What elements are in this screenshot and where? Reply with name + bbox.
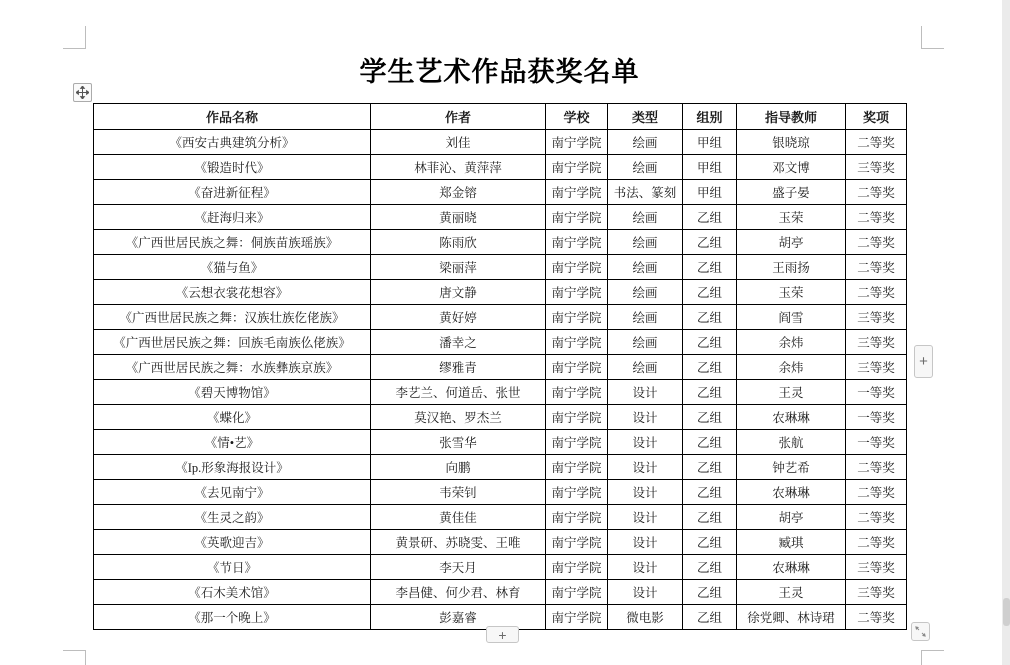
table-cell[interactable]: 设计 xyxy=(608,580,683,605)
table-cell[interactable]: 三等奖 xyxy=(846,305,907,330)
table-cell[interactable]: 一等奖 xyxy=(846,430,907,455)
table-row xyxy=(94,155,907,180)
table-cell[interactable]: 南宁学院 xyxy=(546,330,608,355)
table-row xyxy=(94,455,907,480)
table-cell[interactable]: 陈雨欣 xyxy=(371,230,546,255)
table-cell[interactable]: 乙组 xyxy=(683,280,737,305)
table-cell[interactable]: 钟艺希 xyxy=(737,455,846,480)
table-cell[interactable]: 唐文静 xyxy=(371,280,546,305)
table-cell[interactable]: 南宁学院 xyxy=(546,580,608,605)
table-cell[interactable]: 甲组 xyxy=(683,130,737,155)
table-resize-handle[interactable] xyxy=(911,622,930,641)
table-cell[interactable]: 绘画 xyxy=(608,305,683,330)
table-cell[interactable]: 乙组 xyxy=(683,380,737,405)
table-cell[interactable]: 《那一个晚上》 xyxy=(94,605,371,630)
table-cell[interactable]: 刘佳 xyxy=(371,130,546,155)
table-cell[interactable]: 二等奖 xyxy=(846,605,907,630)
table-cell[interactable]: 南宁学院 xyxy=(546,380,608,405)
table-cell[interactable]: 三等奖 xyxy=(846,155,907,180)
table-row xyxy=(94,555,907,580)
table-row xyxy=(94,580,907,605)
table-cell[interactable]: 邓文博 xyxy=(737,155,846,180)
table-cell[interactable]: 李昌健、何少君、林育 xyxy=(371,580,546,605)
table-cell[interactable]: 张雪华 xyxy=(371,430,546,455)
table-row xyxy=(94,205,907,230)
table-cell[interactable]: 绘画 xyxy=(608,330,683,355)
column-header[interactable]: 指导教师 xyxy=(737,104,846,130)
table-row xyxy=(94,330,907,355)
table-cell[interactable]: 乙组 xyxy=(683,330,737,355)
table-cell[interactable]: 乙组 xyxy=(683,555,737,580)
table-cell[interactable]: 二等奖 xyxy=(846,530,907,555)
table-cell[interactable]: 韦荣钊 xyxy=(371,480,546,505)
awards-table xyxy=(93,103,907,630)
table-cell[interactable]: 《节日》 xyxy=(94,555,371,580)
table-cell[interactable]: 乙组 xyxy=(683,505,737,530)
vertical-scrollbar-thumb[interactable] xyxy=(1003,598,1010,626)
column-header[interactable]: 学校 xyxy=(546,104,608,130)
table-cell[interactable]: 臧琪 xyxy=(737,530,846,555)
table-move-handle[interactable] xyxy=(73,83,92,102)
table-cell[interactable]: 《情•艺》 xyxy=(94,430,371,455)
table-cell[interactable]: 绘画 xyxy=(608,280,683,305)
table-cell[interactable]: 乙组 xyxy=(683,355,737,380)
table-cell[interactable]: 微电影 xyxy=(608,605,683,630)
table-cell[interactable]: 《蝶化》 xyxy=(94,405,371,430)
table-cell[interactable]: 三等奖 xyxy=(846,580,907,605)
table-cell[interactable]: 黄好婷 xyxy=(371,305,546,330)
column-header[interactable]: 组别 xyxy=(683,104,737,130)
table-row xyxy=(94,355,907,380)
table-cell[interactable]: 《赶海归来》 xyxy=(94,205,371,230)
table-cell[interactable]: 绘画 xyxy=(608,205,683,230)
table-cell[interactable]: 三等奖 xyxy=(846,555,907,580)
crop-mark-top-left-icon xyxy=(63,26,86,49)
table-cell[interactable]: 乙组 xyxy=(683,455,737,480)
table-cell[interactable]: 南宁学院 xyxy=(546,180,608,205)
table-cell[interactable]: 二等奖 xyxy=(846,455,907,480)
table-cell[interactable]: 农琳琳 xyxy=(737,480,846,505)
table-row xyxy=(94,280,907,305)
table-cell[interactable]: 南宁学院 xyxy=(546,455,608,480)
table-cell[interactable]: 张航 xyxy=(737,430,846,455)
table-row xyxy=(94,230,907,255)
table-cell[interactable]: 设计 xyxy=(608,380,683,405)
table-cell[interactable]: 南宁学院 xyxy=(546,505,608,530)
table-cell[interactable]: 乙组 xyxy=(683,480,737,505)
table-cell[interactable]: 李天月 xyxy=(371,555,546,580)
table-cell[interactable]: 设计 xyxy=(608,405,683,430)
table-row xyxy=(94,480,907,505)
table-row xyxy=(94,255,907,280)
table-cell[interactable]: 二等奖 xyxy=(846,280,907,305)
table-cell[interactable]: 郑金镕 xyxy=(371,180,546,205)
table-cell[interactable]: 南宁学院 xyxy=(546,130,608,155)
table-cell[interactable]: 南宁学院 xyxy=(546,605,608,630)
column-header[interactable]: 类型 xyxy=(608,104,683,130)
table-cell[interactable]: 南宁学院 xyxy=(546,405,608,430)
table-cell[interactable]: 二等奖 xyxy=(846,230,907,255)
table-cell[interactable]: 《猫与鱼》 xyxy=(94,255,371,280)
table-cell[interactable]: 二等奖 xyxy=(846,505,907,530)
table-cell[interactable]: 乙组 xyxy=(683,205,737,230)
table-cell[interactable]: 绘画 xyxy=(608,155,683,180)
table-row xyxy=(94,180,907,205)
table-cell[interactable]: 向鹏 xyxy=(371,455,546,480)
column-header[interactable]: 作品名称 xyxy=(94,104,371,130)
table-cell[interactable]: 乙组 xyxy=(683,580,737,605)
table-row xyxy=(94,430,907,455)
table-cell[interactable]: 彭嘉睿 xyxy=(371,605,546,630)
vertical-scrollbar[interactable] xyxy=(1002,0,1010,665)
table-cell[interactable]: 李艺兰、何道岳、张世 xyxy=(371,380,546,405)
table-cell[interactable]: 二等奖 xyxy=(846,130,907,155)
table-cell[interactable]: 甲组 xyxy=(683,180,737,205)
table-cell[interactable]: 南宁学院 xyxy=(546,430,608,455)
table-row xyxy=(94,130,907,155)
table-cell[interactable]: 绘画 xyxy=(608,255,683,280)
awards-table-container xyxy=(93,103,906,630)
table-cell[interactable]: 二等奖 xyxy=(846,205,907,230)
move-cross-icon xyxy=(76,86,89,99)
table-cell[interactable]: 王灵 xyxy=(737,380,846,405)
table-cell[interactable]: 绘画 xyxy=(608,130,683,155)
table-cell[interactable]: 南宁学院 xyxy=(546,280,608,305)
table-cell[interactable]: 莫汉艳、罗杰兰 xyxy=(371,405,546,430)
table-cell[interactable]: 南宁学院 xyxy=(546,155,608,180)
table-cell[interactable]: 《英歌迎吉》 xyxy=(94,530,371,555)
add-column-button[interactable]: + xyxy=(914,345,933,378)
table-cell[interactable]: 《广西世居民族之舞：侗族苗族瑶族》 xyxy=(94,230,371,255)
table-header-row xyxy=(94,104,907,130)
table-cell[interactable]: 缪雅青 xyxy=(371,355,546,380)
table-cell[interactable]: 胡亭 xyxy=(737,505,846,530)
table-cell[interactable]: 余炜 xyxy=(737,355,846,380)
table-cell[interactable]: 绘画 xyxy=(608,230,683,255)
table-cell[interactable]: 南宁学院 xyxy=(546,305,608,330)
table-cell[interactable]: 三等奖 xyxy=(846,355,907,380)
table-cell[interactable]: 《奋进新征程》 xyxy=(94,180,371,205)
table-cell[interactable]: 林菲沁、黄萍萍 xyxy=(371,155,546,180)
table-cell[interactable]: 乙组 xyxy=(683,230,737,255)
table-cell[interactable]: 书法、篆刻 xyxy=(608,180,683,205)
table-cell[interactable]: 设计 xyxy=(608,505,683,530)
table-cell[interactable]: 乙组 xyxy=(683,530,737,555)
table-cell[interactable]: 黄佳佳 xyxy=(371,505,546,530)
table-cell[interactable]: 南宁学院 xyxy=(546,530,608,555)
table-cell[interactable]: 潘幸之 xyxy=(371,330,546,355)
table-cell[interactable]: 南宁学院 xyxy=(546,555,608,580)
table-cell[interactable]: 南宁学院 xyxy=(546,205,608,230)
diagonal-resize-icon xyxy=(914,625,927,638)
table-cell[interactable]: 乙组 xyxy=(683,430,737,455)
table-cell[interactable]: 乙组 xyxy=(683,405,737,430)
table-cell[interactable]: 《广西世居民族之舞：回族毛南族仫佬族》 xyxy=(94,330,371,355)
table-cell[interactable]: 《生灵之韵》 xyxy=(94,505,371,530)
table-cell[interactable]: 《广西世居民族之舞：汉族壮族仡佬族》 xyxy=(94,305,371,330)
table-cell[interactable]: 乙组 xyxy=(683,305,737,330)
table-cell[interactable]: 阎雪 xyxy=(737,305,846,330)
crop-mark-bottom-right-icon xyxy=(921,650,944,665)
column-header[interactable]: 作者 xyxy=(371,104,546,130)
table-cell[interactable]: 南宁学院 xyxy=(546,480,608,505)
table-cell[interactable]: 二等奖 xyxy=(846,180,907,205)
table-cell[interactable]: 设计 xyxy=(608,530,683,555)
crop-mark-top-right-icon xyxy=(921,26,944,49)
table-cell[interactable]: 黄景研、苏晓雯、王唯 xyxy=(371,530,546,555)
table-cell[interactable]: 徐党卿、林诗珺 xyxy=(737,605,846,630)
table-cell[interactable]: 乙组 xyxy=(683,605,737,630)
table-cell[interactable]: 甲组 xyxy=(683,155,737,180)
crop-mark-bottom-left-icon xyxy=(63,650,86,665)
table-cell[interactable]: 银晓琼 xyxy=(737,130,846,155)
table-cell[interactable]: 玉荣 xyxy=(737,205,846,230)
table-cell[interactable]: 《广西世居民族之舞：水族彝族京族》 xyxy=(94,355,371,380)
table-cell[interactable]: 《西安古典建筑分析》 xyxy=(94,130,371,155)
table-cell[interactable]: 设计 xyxy=(608,480,683,505)
table-row xyxy=(94,305,907,330)
table-cell[interactable]: 乙组 xyxy=(683,255,737,280)
table-cell[interactable]: 《石木美术馆》 xyxy=(94,580,371,605)
table-cell[interactable]: 胡亭 xyxy=(737,230,846,255)
table-cell[interactable]: 《碧天博物馆》 xyxy=(94,380,371,405)
table-cell[interactable]: 农琳琳 xyxy=(737,405,846,430)
table-cell[interactable]: 设计 xyxy=(608,455,683,480)
table-cell[interactable]: 南宁学院 xyxy=(546,230,608,255)
table-cell[interactable]: 一等奖 xyxy=(846,405,907,430)
page-title[interactable]: 学生艺术作品获奖名单 xyxy=(359,57,640,87)
table-cell[interactable]: 二等奖 xyxy=(846,480,907,505)
table-cell[interactable]: 玉荣 xyxy=(737,280,846,305)
table-cell[interactable]: 绘画 xyxy=(608,355,683,380)
table-cell[interactable]: 设计 xyxy=(608,555,683,580)
table-cell[interactable]: 盛子晏 xyxy=(737,180,846,205)
table-cell[interactable]: 王雨扬 xyxy=(737,255,846,280)
table-cell[interactable]: 《云想衣裳花想容》 xyxy=(94,280,371,305)
column-header[interactable]: 奖项 xyxy=(846,104,907,130)
table-cell[interactable]: 二等奖 xyxy=(846,255,907,280)
table-cell[interactable]: 南宁学院 xyxy=(546,355,608,380)
table-row xyxy=(94,380,907,405)
table-row xyxy=(94,405,907,430)
table-cell[interactable]: 《Ip.形象海报设计》 xyxy=(94,455,371,480)
table-row xyxy=(94,530,907,555)
table-row xyxy=(94,505,907,530)
table-cell[interactable]: 黄丽晓 xyxy=(371,205,546,230)
table-cell[interactable]: 三等奖 xyxy=(846,330,907,355)
table-cell[interactable]: 《去见南宁》 xyxy=(94,480,371,505)
table-cell[interactable]: 《锻造时代》 xyxy=(94,155,371,180)
table-cell[interactable]: 南宁学院 xyxy=(546,255,608,280)
add-row-button[interactable]: + xyxy=(486,626,519,643)
table-cell[interactable]: 设计 xyxy=(608,430,683,455)
table-cell[interactable]: 王灵 xyxy=(737,580,846,605)
table-cell[interactable]: 农琳琳 xyxy=(737,555,846,580)
table-cell[interactable]: 余炜 xyxy=(737,330,846,355)
table-cell[interactable]: 一等奖 xyxy=(846,380,907,405)
table-cell[interactable]: 梁丽萍 xyxy=(371,255,546,280)
